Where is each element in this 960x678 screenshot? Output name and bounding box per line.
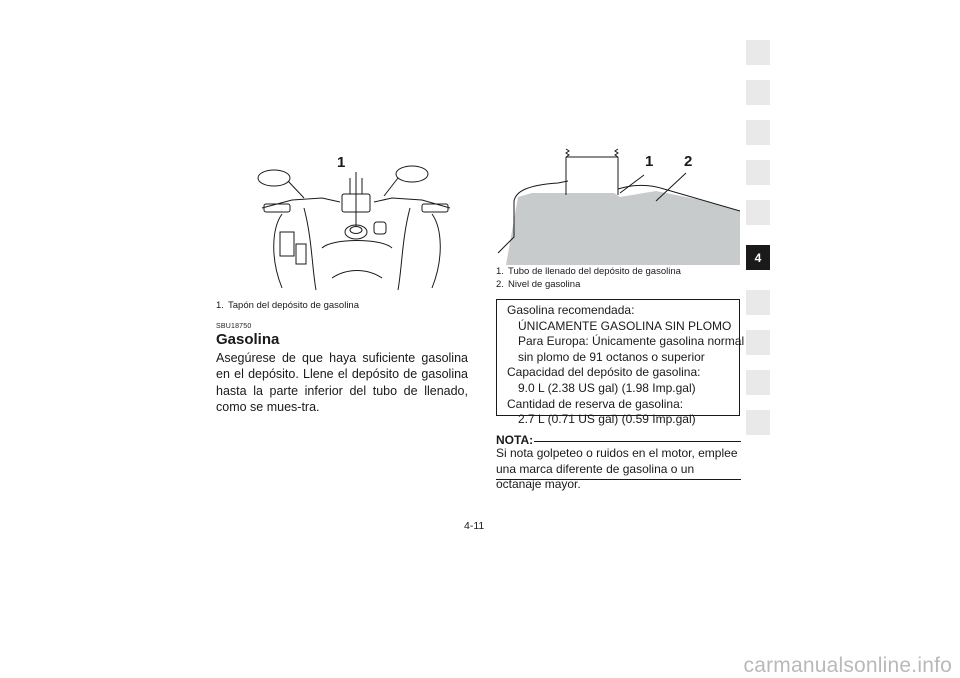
callout-1: 1	[337, 154, 346, 171]
caption-number: 2.	[496, 279, 504, 290]
callout-2: 2	[684, 153, 693, 170]
caption-text: Tubo de llenado del depósito de gasolina	[508, 266, 681, 277]
section-code: SBU18750	[216, 323, 252, 330]
watermark: carmanualsonline.info	[743, 654, 952, 677]
spec-value: 9.0 L (2.38 US gal) (1.98 Imp.gal)	[518, 380, 696, 395]
chapter-tab-placeholder	[746, 330, 770, 355]
note-divider-top	[534, 441, 741, 442]
figure-right-captions	[496, 265, 681, 291]
chapter-tab-placeholder	[746, 290, 770, 315]
spec-label: Gasolina recomendada:	[507, 303, 635, 317]
spec-value: 2.7 L (0.71 US gal) (0.59 Imp.gal)	[518, 412, 696, 427]
caption-text: Tapón del depósito de gasolina	[228, 300, 359, 311]
figure-fuel-tank-cap	[252, 148, 462, 293]
spec-label: Capacidad del depósito de gasolina:	[507, 365, 701, 380]
spec-value: ÚNICAMENTE GASOLINA SIN PLOMO	[518, 318, 732, 333]
figure-left-caption	[216, 299, 359, 312]
chapter-edge-tabs	[746, 0, 770, 678]
chapter-tab-placeholder	[746, 120, 770, 145]
section-heading: Gasolina	[216, 331, 280, 348]
chapter-tab-active: 4	[746, 245, 770, 270]
note-text: Si nota golpeteo o ruidos en el motor, emplee una marca diferente de gasolina o un octanaje mayor.	[496, 446, 738, 492]
note-label: NOTA:	[496, 433, 534, 447]
spec-label: Cantidad de reserva de gasolina:	[507, 396, 684, 411]
chapter-tab-placeholder	[746, 160, 770, 185]
caption-line	[496, 265, 681, 278]
chapter-tab-placeholder	[746, 410, 770, 435]
caption-number: 1.	[496, 266, 504, 277]
fuel-tank-section-illustration	[496, 145, 746, 265]
chapter-tab-placeholder	[746, 200, 770, 225]
callout-1: 1	[645, 153, 654, 170]
chapter-tab-placeholder	[746, 80, 770, 105]
section-body: Asegúrese de que haya suficiente gasolina en el depósito. Llene el depósito de gasolina hasta la parte inferior del tubo de llenado, como se mues-tra.	[216, 351, 468, 414]
note-divider-bottom	[496, 479, 741, 480]
figure-fuel-level	[496, 145, 746, 265]
atv-handlebar-illustration	[252, 148, 462, 293]
chapter-tab-placeholder	[746, 370, 770, 395]
fuel-spec-box	[496, 299, 745, 427]
spec-value: sin plomo de 91 octanos o superior	[518, 349, 705, 364]
caption-text: Nivel de gasolina	[508, 279, 581, 290]
spec-value: Para Europa: Únicamente gasolina normal	[518, 334, 745, 349]
chapter-tab-placeholder	[746, 40, 770, 65]
caption-number: 1.	[216, 300, 224, 311]
caption-line	[496, 278, 681, 291]
page-number: 4-11	[464, 520, 485, 532]
